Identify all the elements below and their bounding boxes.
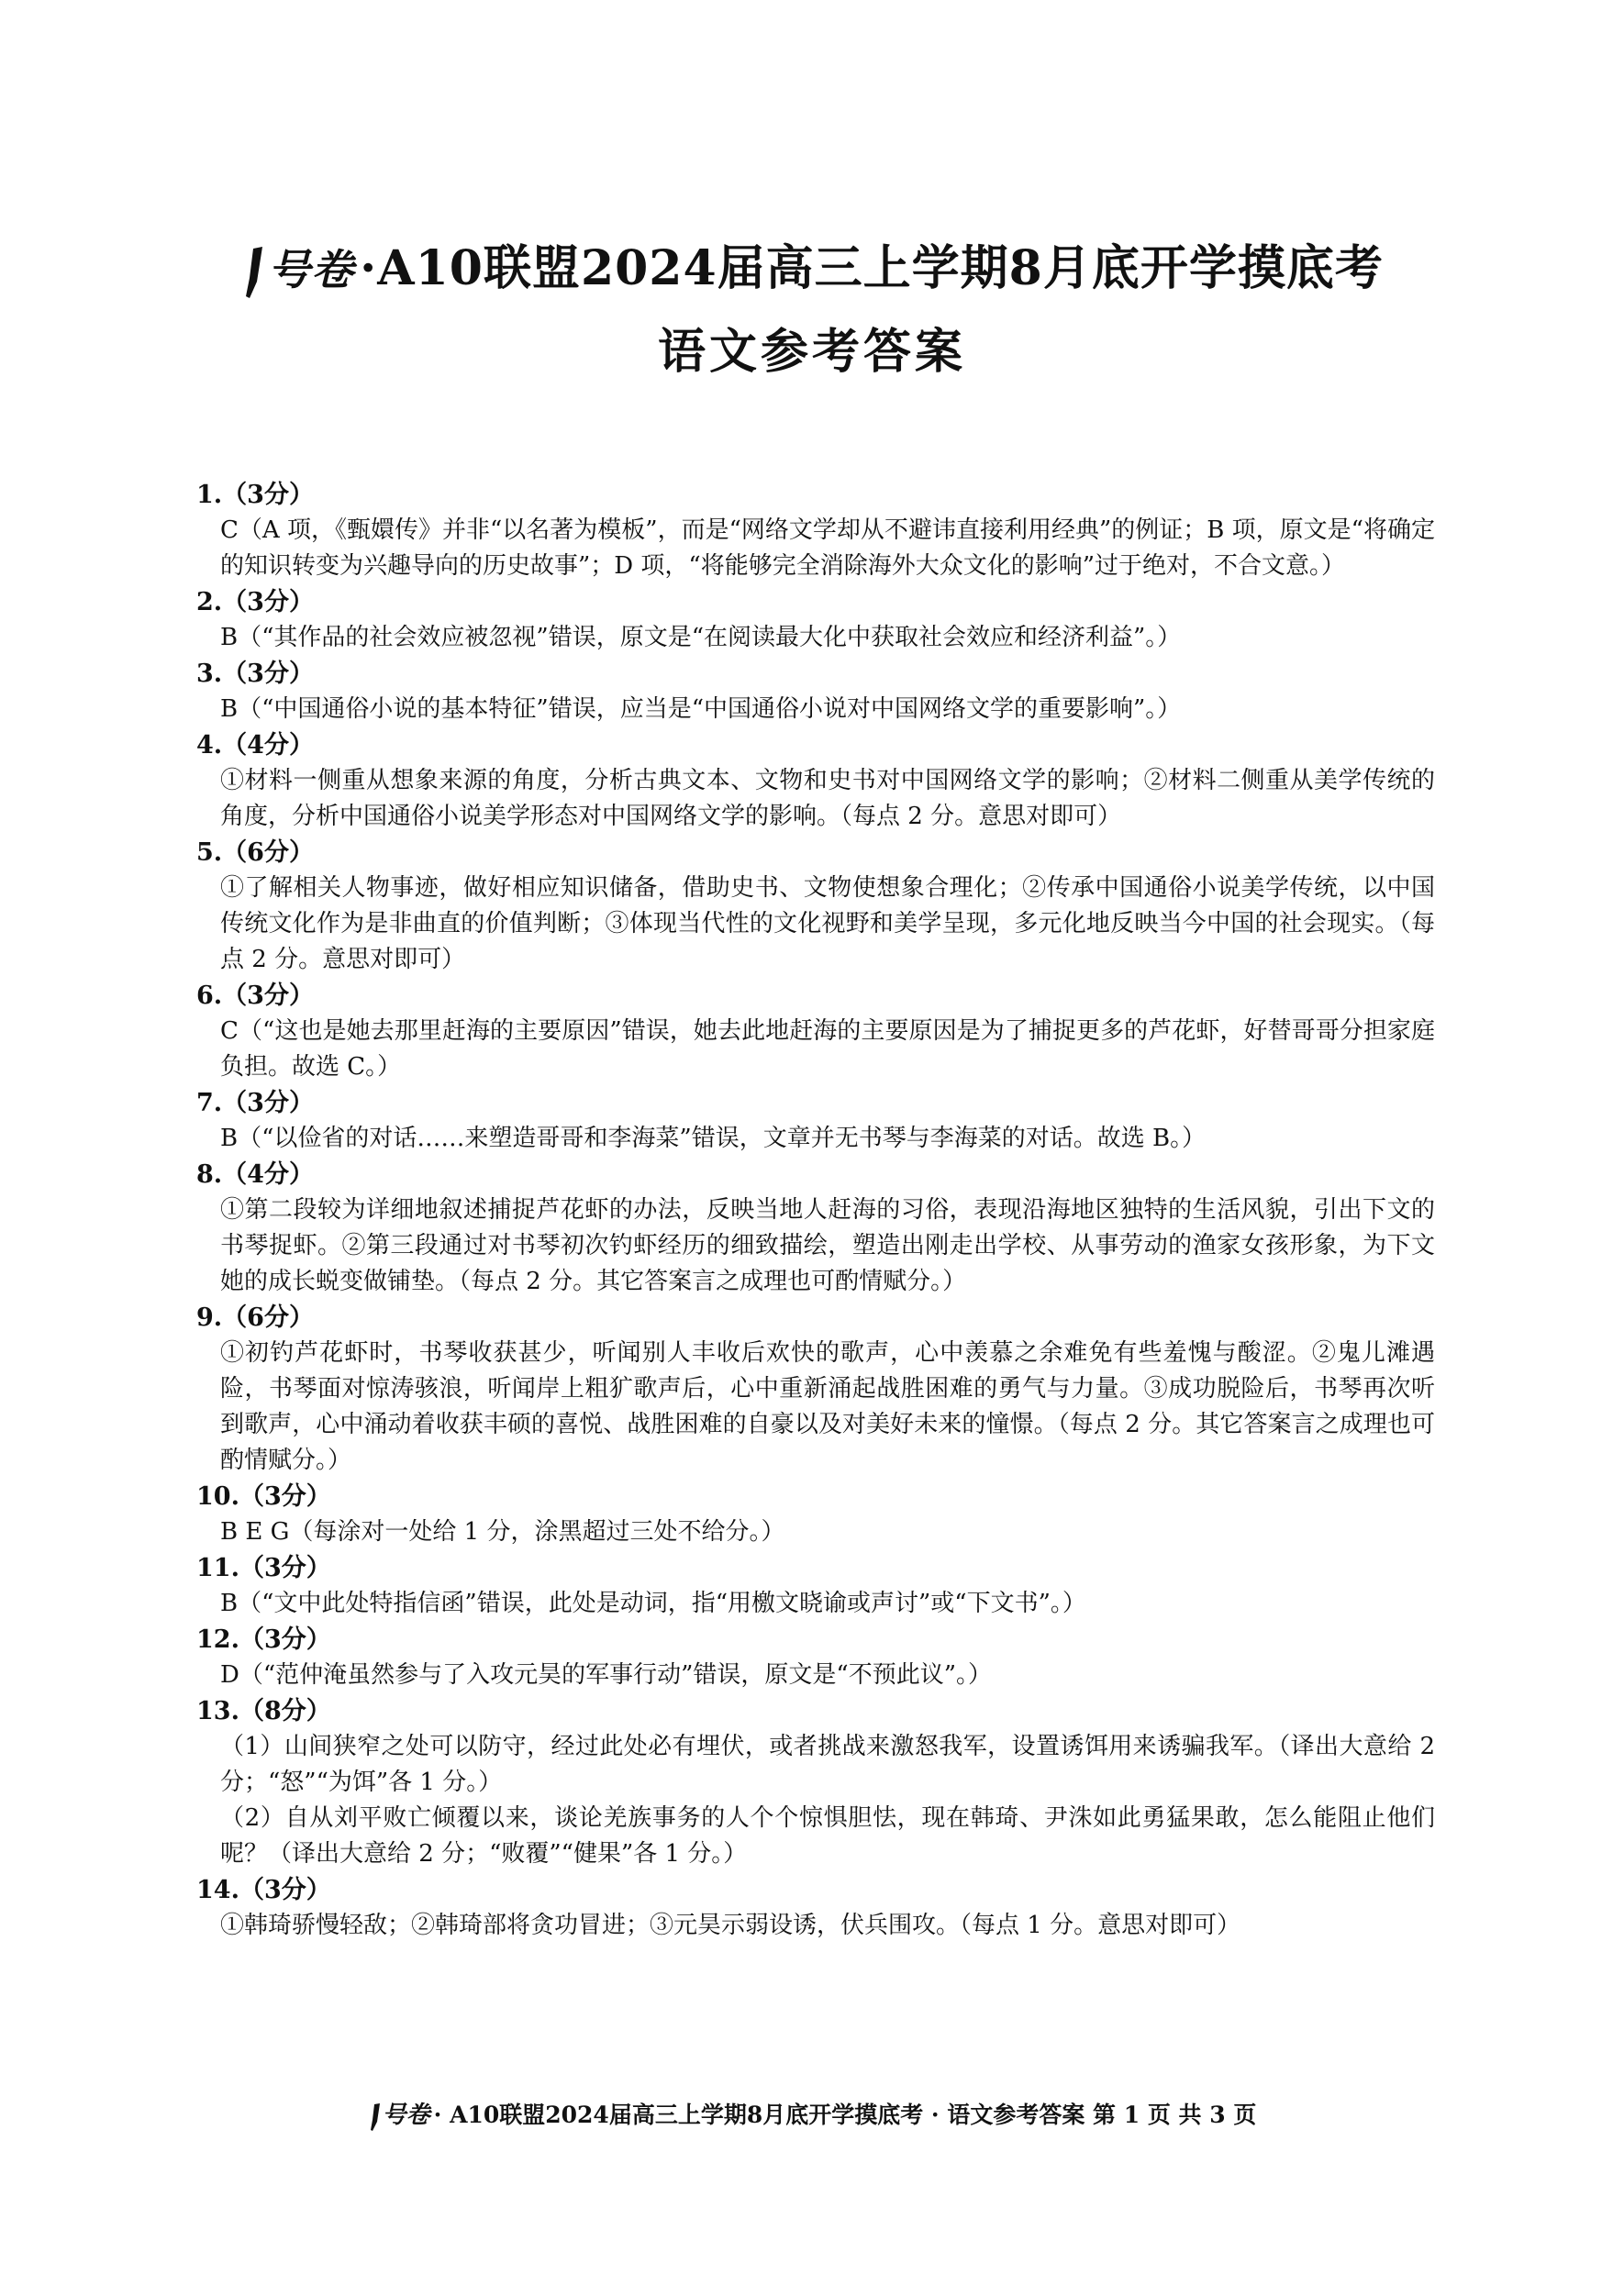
answer-paragraph: ①初钓芦花虾时，书琴收获甚少，听闻别人丰收后欢快的歌声，心中羡慕之余难免有些羞愧与酸涩。②鬼儿滩遇险，书琴面对惊涛骇浪，听闻岸上粗犷歌声后，心中重新涌起战胜困难的勇气与力量。③成功脱险后，书琴再次听到歌声，心中涌动着收获丰硕的喜悦、战胜困难的自豪以及对美好未来的憧憬。（每点 2 分。其它答案言之成理也可酌情赋分。） bbox=[220, 1339, 1435, 1474]
answer-text bbox=[196, 620, 1435, 656]
answer-text bbox=[196, 1192, 1435, 1300]
answer-paragraph: B E G（每涂对一处给 1 分，涂黑超过三处不给分。） bbox=[220, 1518, 785, 1546]
footer-text: · A10联盟2024届高三上学期8月底开学摸底考 · 语文参考答案 第 1 页 共 3 页 bbox=[433, 2102, 1257, 2128]
answer-item bbox=[196, 727, 1435, 835]
question-number: 14.（3分） bbox=[196, 1876, 331, 1904]
answer-item bbox=[196, 1157, 1435, 1300]
answer-paragraph: C（A 项，《甄嬛传》并非“以名著为模板”，而是“网络文学却从不避讳直接利用经典”的例证；B 项，原文是“将确定的知识转变为兴趣导向的历史故事”；D 项，“将能够完全消除海外大众文化的影响”过于绝对，不合文意。） bbox=[220, 516, 1435, 580]
answer-text bbox=[196, 1908, 1435, 1944]
answer-text bbox=[196, 1336, 1435, 1479]
question-number: 2.（3分） bbox=[196, 588, 314, 616]
answer-item bbox=[196, 477, 1435, 584]
question-number: 9.（6分） bbox=[196, 1303, 314, 1332]
answer-paragraph: C（“这也是她去那里赶海的主要原因”错误，她去此地赶海的主要原因是为了捕捉更多的芦花虾，好替哥哥分担家庭负担。故选 C。） bbox=[220, 1017, 1435, 1081]
answer-text bbox=[196, 1658, 1435, 1693]
answer-text bbox=[196, 871, 1435, 978]
exam-title: ·A10联盟2024届高三上学期8月底开学摸底考 bbox=[360, 240, 1384, 296]
answer-item bbox=[196, 1550, 1435, 1622]
question-number: 5.（6分） bbox=[196, 838, 314, 867]
answer-paragraph: B（“中国通俗小说的基本特征”错误，应当是“中国通俗小说对中国网络文学的重要影响”。） bbox=[220, 695, 1182, 723]
question-number: 11.（3分） bbox=[196, 1554, 331, 1582]
answer-item bbox=[196, 1300, 1435, 1479]
answer-paragraph: ①了解相关人物事迹，做好相应知识储备，借助史书、文物使想象合理化；②传承中国通俗小说美学传统，以中国传统文化作为是非曲直的价值判断；③体现当代性的文化视野和美学呈现，多元化地反映当今中国的社会现实。（每点 2 分。意思对即可） bbox=[220, 874, 1435, 973]
answer-paragraph: B（“文中此处特指信函”错误，此处是动词，指“用檄文晓谕或声讨”或“下文书”。） bbox=[220, 1590, 1086, 1617]
answer-text bbox=[196, 513, 1435, 584]
question-number: 12.（3分） bbox=[196, 1625, 331, 1654]
answer-paragraph: ①第二段较为详细地叙述捕捉芦花虾的办法，反映当地人赶海的习俗，表现沿海地区独特的生活风貌，引出下文的书琴捉虾。②第三段通过对书琴初次钓虾经历的细致描绘，塑造出刚走出学校、从事劳动的渔家女孩形象，为下文她的成长蜕变做铺垫。（每点 2 分。其它答案言之成理也可酌情赋分。） bbox=[220, 1196, 1435, 1295]
answer-item bbox=[196, 835, 1435, 978]
answer-item bbox=[196, 1622, 1435, 1693]
answer-list bbox=[196, 477, 1435, 1944]
question-number: 4.（4分） bbox=[196, 731, 314, 760]
question-number: 13.（8分） bbox=[196, 1697, 331, 1725]
answer-paragraph: ①材料一侧重从想象来源的角度，分析古典文本、文物和史书对中国网络文学的影响；②材料二侧重从美学传统的角度，分析中国通俗小说美学形态对中国网络文学的影响。（每点 2 分。意思对即可） bbox=[220, 767, 1435, 830]
question-number: 8.（4分） bbox=[196, 1160, 314, 1189]
page-header bbox=[0, 237, 1624, 384]
answer-text bbox=[196, 1014, 1435, 1085]
question-number: 3.（3分） bbox=[196, 660, 314, 688]
answer-item bbox=[196, 1872, 1435, 1944]
answer-text bbox=[196, 692, 1435, 727]
answer-text bbox=[196, 763, 1435, 835]
brand-name: 号卷 bbox=[268, 245, 355, 294]
footer-brand-name: 号卷 bbox=[382, 2102, 430, 2129]
page-subtitle: 语文参考答案 bbox=[657, 324, 966, 380]
answer-item bbox=[196, 1085, 1435, 1157]
page-title bbox=[0, 237, 1624, 302]
answer-item bbox=[196, 656, 1435, 727]
answer-paragraph: （2）自从刘平败亡倾覆以来，谈论羌族事务的人个个惊惧胆怯，现在韩琦、尹洙如此勇猛果敢，怎么能阻止他们呢？（译出大意给 2 分；“败覆”“健果”各 1 分。） bbox=[220, 1804, 1435, 1868]
answer-text bbox=[196, 1586, 1435, 1622]
page-footer bbox=[0, 2096, 1624, 2132]
answer-item bbox=[196, 584, 1435, 656]
question-number: 10.（3分） bbox=[196, 1482, 331, 1511]
brand-logo-icon bbox=[240, 245, 268, 300]
answer-paragraph: D（“范仲淹虽然参与了入攻元昊的军事行动”错误，原文是“不预此议”。） bbox=[220, 1661, 993, 1689]
answer-paragraph: B（“其作品的社会效应被忽视”错误，原文是“在阅读最大化中获取社会效应和经济利益”。） bbox=[220, 624, 1182, 651]
question-number: 7.（3分） bbox=[196, 1089, 314, 1117]
answer-item bbox=[196, 1479, 1435, 1550]
answer-text bbox=[196, 1729, 1435, 1872]
answer-paragraph: （1）山间狭窄之处可以防守，经过此处必有埋伏，或者挑战来激怒我军，设置诱饵用来诱骗我军。（译出大意给 2 分；“怒”“为饵”各 1 分。） bbox=[220, 1733, 1435, 1796]
answer-item bbox=[196, 1693, 1435, 1872]
answer-text bbox=[196, 1514, 1435, 1550]
question-number: 1.（3分） bbox=[196, 481, 314, 509]
answer-paragraph: ①韩琦骄慢轻敌；②韩琦部将贪功冒进；③元昊示弱设诱，伏兵围攻。（每点 1 分。意思对即可） bbox=[220, 1912, 1241, 1939]
answer-item bbox=[196, 978, 1435, 1085]
question-number: 6.（3分） bbox=[196, 982, 314, 1010]
answer-text bbox=[196, 1121, 1435, 1157]
answer-paragraph: B（“以俭省的对话……来塑造哥哥和李海菜”错误，文章并无书琴与李海菜的对话。故选 B。） bbox=[220, 1125, 1207, 1152]
footer-brand-logo-icon bbox=[368, 2102, 383, 2132]
